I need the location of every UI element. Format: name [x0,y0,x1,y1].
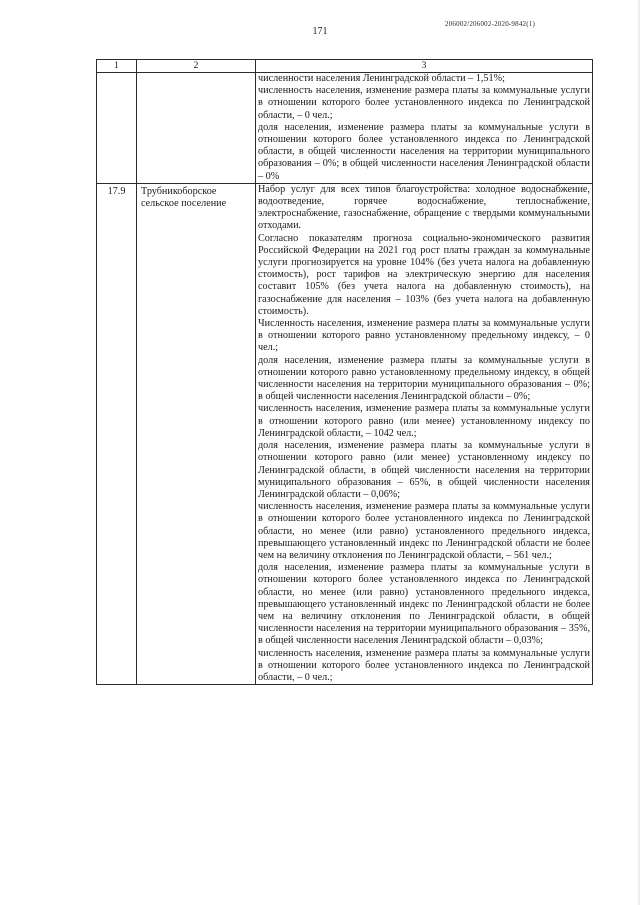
column-header-2: 2 [137,60,256,73]
paragraph: Численность населения, изменение размера платы за коммунальные услуги в отношении которого равно установленному предельному индексу, – 0 чел.; [258,318,590,354]
paragraph: доля населения, изменение размера платы за коммунальные услуги в отношении которого более установленного индекса по Ленинградской области, но менее (или равно) установленного предельного индекса, превышающего установленный индекс по Ленинградской области не более чем на величину отклонения по Ленинградской области, в общей численности населения на территории муниципального образования – 35%, в общей численности населения Ленинградской области – 0,03%; [258,562,590,647]
description-cell [256,183,593,684]
page-number: 171 [312,26,328,37]
table-row-17-9 [97,183,593,684]
column-header-1: 1 [97,60,137,73]
data-table [96,59,593,685]
paragraph: численность населения, изменение размера платы за коммунальные услуги в отношении которого более установленного индекса по Ленинградской области, но менее (или равно) установленного предельного индекса, превышающего установленный индекс по Ленинградской области не более чем на величину отклонения по Ленинградской области, – 561 чел.; [258,501,590,561]
description-cell [256,73,593,184]
row-number-cell: 17.9 [97,183,137,684]
paragraph: Согласно показателям прогноза социально-экономического развития Российской Федерации на 2021 год рост платы граждан за коммунальные услуги прогнозируется на уровне 104% (без учета налога на добавленную стоимость), рост тарифов на электрическую энергию для населения составит 105% (без учета налога на добавленную стоимость), на газоснабжение для населения – 103% (без учета налога на добавленную стоимость). [258,232,590,317]
paragraph: численность населения, изменение размера платы за коммунальные услуги в отношении которого более установленного индекса по Ленинградской области, – 0 чел.; [258,85,590,121]
settlement-name-cell: Трубникоборское сельское поселение [137,183,256,684]
paragraph: Набор услуг для всех типов благоустройства: холодное водоснабжение, водоотведение, горячее водоснабжение, теплоснабжение, электроснабжение, газоснабжение, обращение с твердыми коммунальными отходами. [258,183,590,232]
paragraph: доля населения, изменение размера платы за коммунальные услуги в отношении которого более установленного индекса по Ленинградской области, в общей численности населения на территории муниципального образования – 0%; в общей численности населения Ленинградской области – 0% [258,121,590,182]
column-header-3: 3 [256,60,593,73]
paragraph: численность населения, изменение размера платы за коммунальные услуги в отношении которого более установленного индекса по Ленинградской области, – 0 чел.; [258,647,590,683]
table-row-continued [97,73,593,184]
table-header-row [97,60,593,73]
row-number-cell [97,73,137,184]
paragraph: численности населения Ленинградской области – 1,51%; [258,73,505,84]
paragraph: доля населения, изменение размера платы за коммунальные услуги в отношении которого равно (или менее) установленному индексу по Ленинградской области, в общей численности населения на территории муниципального образования – 65%, в общей численности населения Ленинградской области – 0,06%; [258,440,590,500]
paragraph: численность населения, изменение размера платы за коммунальные услуги в отношении которого равно (или менее) установленному индексу по Ленинградской области, – 1042 чел.; [258,403,590,439]
paragraph: доля населения, изменение размера платы за коммунальные услуги в отношении которого равно установленному предельному индексу, в общей численности населения на территории муниципального образования – 0%; в общей численности населения Ленинградской области – 0%; [258,354,590,403]
settlement-name-cell [137,73,256,184]
document-reference: 206002/206002-2020-9842(1) [445,20,535,28]
